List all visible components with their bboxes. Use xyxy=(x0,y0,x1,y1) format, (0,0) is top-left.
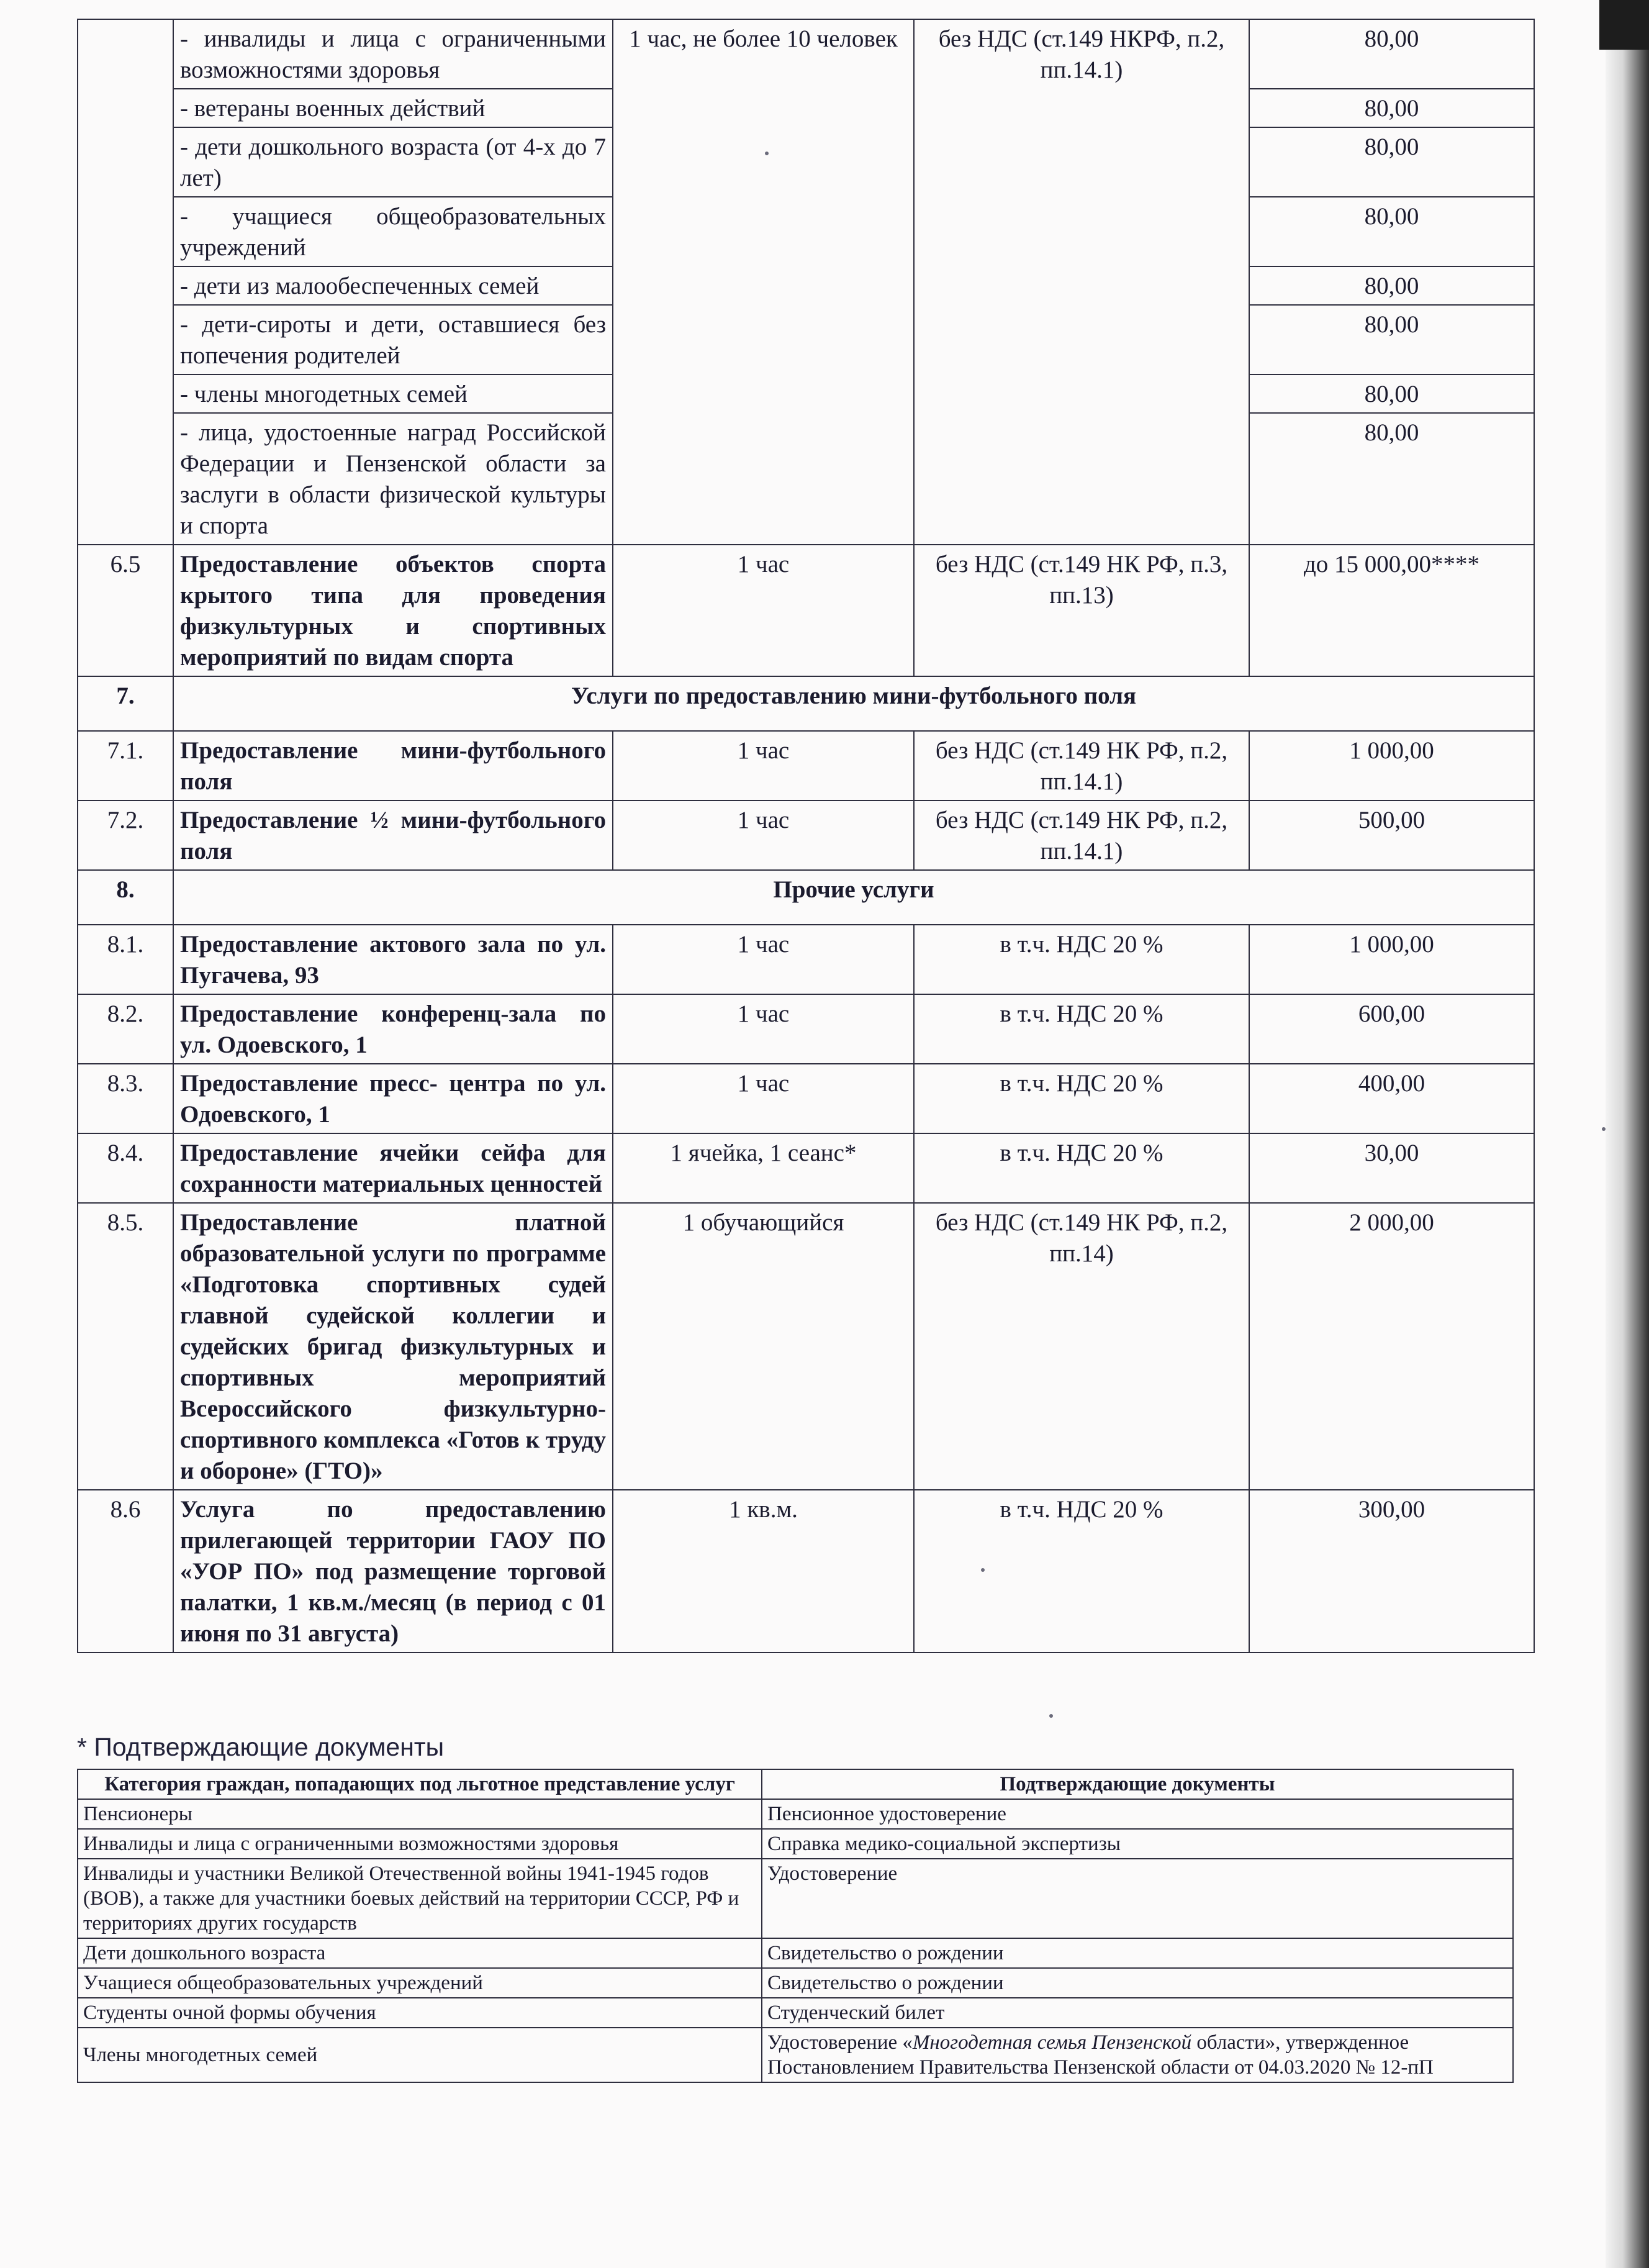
vat-cell: в т.ч. НДС 20 % xyxy=(914,1133,1249,1203)
scan-speck xyxy=(1602,1127,1606,1131)
category-cell: Дети дошкольного возраста xyxy=(78,1938,762,1968)
table-row xyxy=(78,1490,1534,1653)
category-cell: Инвалиды и лица с ограниченными возможностями здоровья xyxy=(78,1829,762,1859)
service-name-cell: Предоставление пресс- центра по ул. Одоевского, 1 xyxy=(173,1064,613,1133)
category-cell: Члены многодетных семей xyxy=(78,2028,762,2082)
row-number-cell: 7.1. xyxy=(78,731,173,801)
vat-cell: в т.ч. НДС 20 % xyxy=(914,1490,1249,1653)
unit-cell: 1 час xyxy=(613,1064,914,1133)
document-cell: Студенческий билет xyxy=(762,1998,1513,2028)
table-row xyxy=(78,19,1534,89)
vat-cell: без НДС (ст.149 НК РФ, п.2, пп.14.1) xyxy=(914,801,1249,870)
table-row xyxy=(78,1829,1513,1859)
row-number-cell: 8.5. xyxy=(78,1203,173,1490)
service-name-cell: Услуга по предоставлению прилегающей территории ГАОУ ПО «УОР ПО» под размещение торговой палатки, 1 кв.м./месяц (в период с 01 июня по 31 августа) xyxy=(173,1490,613,1653)
row-number-cell xyxy=(78,19,173,545)
column-header-documents: Подтверждающие документы xyxy=(762,1769,1513,1799)
document-text-suffix: области», утвержденное Постановлением Правительства Пензенской области от 04.03.2020 № 12-пП xyxy=(767,2031,1434,2079)
scan-speck xyxy=(981,1568,985,1572)
category-cell: Пенсионеры xyxy=(78,1799,762,1829)
price-cell: 30,00 xyxy=(1249,1133,1534,1203)
table-row xyxy=(78,1859,1513,1938)
scan-speck xyxy=(1049,1714,1053,1718)
document-text-italic: Многодетная семья Пензенской xyxy=(912,2031,1192,2054)
vat-cell: без НДС (ст.149 НК РФ, п.2, пп.14) xyxy=(914,1203,1249,1490)
service-name-cell: Предоставление платной образовательной услуги по программе «Подготовка спортивных судей главной судейской коллегии и судейских бригад физкультурных и спортивных мероприятий Всероссийского физкультурно-спортивного комплекса «Готов к труду и обороне» (ГТО)» xyxy=(173,1203,613,1490)
price-cell: 80,00 xyxy=(1249,197,1534,266)
vat-cell: в т.ч. НДС 20 % xyxy=(914,925,1249,994)
unit-cell: 1 обучающийся xyxy=(613,1203,914,1490)
document-cell: Справка медико-социальной экспертизы xyxy=(762,1829,1513,1859)
row-number-cell: 8.1. xyxy=(78,925,173,994)
row-number-cell: 7.2. xyxy=(78,801,173,870)
table-row xyxy=(78,1064,1534,1133)
price-cell: 80,00 xyxy=(1249,89,1534,127)
price-cell: 80,00 xyxy=(1249,305,1534,374)
category-cell: Учащиеся общеобразовательных учреждений xyxy=(78,1968,762,1998)
service-name-cell: - ветераны военных действий xyxy=(173,89,613,127)
unit-cell: 1 ячейка, 1 сеанс* xyxy=(613,1133,914,1203)
table-row xyxy=(78,994,1534,1064)
page-corner-shadow xyxy=(1599,0,1649,50)
tariff-table xyxy=(77,19,1535,1653)
document-cell xyxy=(762,2028,1513,2082)
price-cell: 80,00 xyxy=(1249,413,1534,545)
table-row xyxy=(78,545,1534,676)
vat-cell: без НДС (ст.149 НК РФ, п.2, пп.14.1) xyxy=(914,731,1249,801)
document-cell: Удостоверение xyxy=(762,1859,1513,1938)
category-cell: Студенты очной формы обучения xyxy=(78,1998,762,2028)
document-cell: Пенсионное удостоверение xyxy=(762,1799,1513,1829)
section-number: 8. xyxy=(78,870,173,925)
table-row xyxy=(78,801,1534,870)
price-cell: 1 000,00 xyxy=(1249,731,1534,801)
document-text-prefix: Удостоверение « xyxy=(767,2031,913,2054)
table-row xyxy=(78,1968,1513,1998)
price-cell: 80,00 xyxy=(1249,266,1534,305)
table-row xyxy=(78,2028,1513,2082)
service-name-cell: - инвалиды и лица с ограниченными возможностями здоровья xyxy=(173,19,613,89)
footnote-title: * Подтверждающие документы xyxy=(77,1733,445,1761)
service-name-cell: - лица, удостоенные наград Российской Федерации и Пензенской области за заслуги в области физической культуры и спорта xyxy=(173,413,613,545)
price-cell: 1 000,00 xyxy=(1249,925,1534,994)
service-name-cell: - дети из малообеспеченных семей xyxy=(173,266,613,305)
service-name-cell: - учащиеся общеобразовательных учреждений xyxy=(173,197,613,266)
section-number: 7. xyxy=(78,676,173,731)
row-number-cell: 6.5 xyxy=(78,545,173,676)
price-cell: 2 000,00 xyxy=(1249,1203,1534,1490)
price-cell: до 15 000,00**** xyxy=(1249,545,1534,676)
section-header-row xyxy=(78,870,1534,925)
section-title: Услуги по предоставлению мини-футбольного поля xyxy=(173,676,1534,731)
row-number-cell: 8.6 xyxy=(78,1490,173,1653)
service-name-cell: - члены многодетных семей xyxy=(173,374,613,413)
table-row xyxy=(78,1998,1513,2028)
document-cell: Свидетельство о рождении xyxy=(762,1938,1513,1968)
unit-cell: 1 кв.м. xyxy=(613,1490,914,1653)
price-cell: 80,00 xyxy=(1249,374,1534,413)
service-name-cell: Предоставление актового зала по ул. Пугачева, 93 xyxy=(173,925,613,994)
unit-cell: 1 час xyxy=(613,925,914,994)
price-cell: 500,00 xyxy=(1249,801,1534,870)
unit-cell: 1 час xyxy=(613,545,914,676)
price-cell: 80,00 xyxy=(1249,127,1534,197)
page-edge-shadow xyxy=(1606,0,1649,2268)
service-name-cell: Предоставление объектов спорта крытого типа для проведения физкультурных и спортивных мероприятий по видам спорта xyxy=(173,545,613,676)
unit-cell: 1 час xyxy=(613,731,914,801)
document-cell: Свидетельство о рождении xyxy=(762,1968,1513,1998)
unit-cell: 1 час xyxy=(613,801,914,870)
column-header-category: Категория граждан, попадающих под льготное представление услуг xyxy=(78,1769,762,1799)
unit-cell: 1 час xyxy=(613,994,914,1064)
service-name-cell: Предоставление ½ мини-футбольного поля xyxy=(173,801,613,870)
table-row xyxy=(78,925,1534,994)
supporting-documents-table xyxy=(77,1769,1514,2083)
price-cell: 80,00 xyxy=(1249,19,1534,89)
scan-speck xyxy=(765,152,769,155)
vat-cell: в т.ч. НДС 20 % xyxy=(914,1064,1249,1133)
service-name-cell: - дети-сироты и дети, оставшиеся без попечения родителей xyxy=(173,305,613,374)
vat-cell: без НДС (ст.149 НК РФ, п.3, пп.13) xyxy=(914,545,1249,676)
row-number-cell: 8.4. xyxy=(78,1133,173,1203)
row-number-cell: 8.2. xyxy=(78,994,173,1064)
unit-cell: 1 час, не более 10 человек xyxy=(613,19,914,545)
section-header-row xyxy=(78,676,1534,731)
table-row xyxy=(78,1203,1534,1490)
section-title: Прочие услуги xyxy=(173,870,1534,925)
price-cell: 300,00 xyxy=(1249,1490,1534,1653)
table-row xyxy=(78,1799,1513,1829)
service-name-cell: Предоставление мини-футбольного поля xyxy=(173,731,613,801)
service-name-cell: Предоставление конференц-зала по ул. Одоевского, 1 xyxy=(173,994,613,1064)
price-cell: 400,00 xyxy=(1249,1064,1534,1133)
service-name-cell: - дети дошкольного возраста (от 4-х до 7 лет) xyxy=(173,127,613,197)
table-row xyxy=(78,1133,1534,1203)
table-header-row xyxy=(78,1769,1513,1799)
category-cell: Инвалиды и участники Великой Отечественной войны 1941-1945 годов (ВОВ), а также для участники боевых действий на территории СССР, РФ и территориях других государств xyxy=(78,1859,762,1938)
row-number-cell: 8.3. xyxy=(78,1064,173,1133)
price-cell: 600,00 xyxy=(1249,994,1534,1064)
table-row xyxy=(78,731,1534,801)
table-row xyxy=(78,1938,1513,1968)
service-name-cell: Предоставление ячейки сейфа для сохранности материальных ценностей xyxy=(173,1133,613,1203)
vat-cell: без НДС (ст.149 НКРФ, п.2, пп.14.1) xyxy=(914,19,1249,545)
vat-cell: в т.ч. НДС 20 % xyxy=(914,994,1249,1064)
